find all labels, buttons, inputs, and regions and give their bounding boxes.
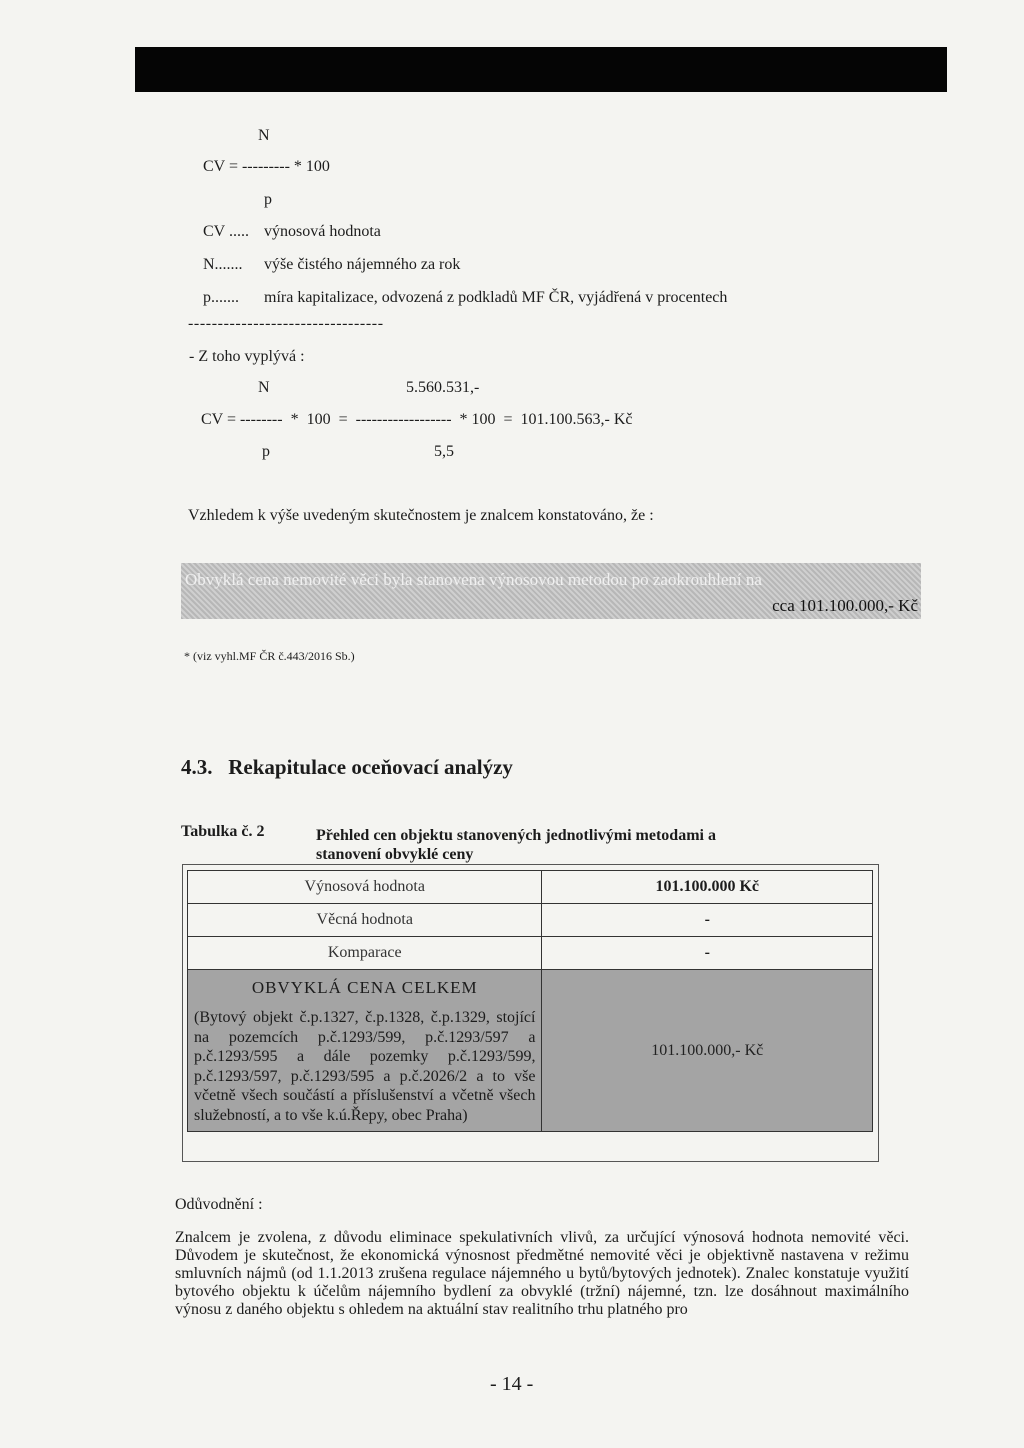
table-row — [188, 904, 873, 937]
value-cell: - — [542, 937, 873, 970]
redaction-bar — [135, 47, 947, 92]
method-cell: Komparace — [188, 937, 542, 970]
footnote: * (viz vyhl.MF ČR č.443/2016 Sb.) — [184, 649, 355, 663]
method-cell: Výnosová hodnota — [188, 871, 542, 904]
recap-table — [187, 870, 873, 1132]
total-row — [188, 970, 873, 1132]
table-label: Tabulka č. 2 — [181, 823, 265, 840]
legend-symbol-p: p....... — [203, 289, 239, 306]
divider-line: --------------------------------- — [188, 315, 384, 332]
section-number: 4.3. — [181, 755, 213, 779]
statement-text: Vzhledem k výše uvedeným skutečnostem je znalcem konstatováno, že : — [188, 507, 654, 524]
total-value: 101.100.000,- Kč — [542, 970, 873, 1132]
table-row — [188, 871, 873, 904]
value-cell: 101.100.000 Kč — [542, 871, 873, 904]
table-title: Přehled cen objektu stanovených jednotlivými metodami a stanovení obvyklé ceny — [316, 827, 716, 863]
table-row — [188, 937, 873, 970]
calc-line: CV = -------- * 100 = ------------------ * 100 = 101.100.563,- Kč — [201, 411, 633, 428]
legend-desc-n: výše čistého nájemného za rok — [264, 256, 461, 273]
calc-denominator-value: 5,5 — [434, 443, 454, 460]
method-cell: Věcná hodnota — [188, 904, 542, 937]
total-label-cell — [188, 970, 542, 1132]
result-line-2: cca 101.100.000,- Kč — [772, 596, 918, 615]
section-heading — [181, 755, 513, 780]
formula-expression: CV = --------- * 100 — [203, 158, 330, 175]
calc-denominator-symbol: p — [262, 443, 270, 460]
justification-label: Odůvodnění : — [175, 1196, 263, 1213]
formula-numerator: N — [258, 127, 270, 144]
calc-intro: - Z toho vyplývá : — [189, 348, 305, 365]
result-line-1: Obvyklá cena nemovité věci byla stanovena výnosovou metodou po zaokrouhlení na — [185, 570, 762, 589]
legend-symbol-cv: CV ..... — [203, 223, 249, 240]
value-cell: - — [542, 904, 873, 937]
legend-desc-cv: výnosová hodnota — [264, 223, 381, 240]
formula-denominator: p — [264, 191, 272, 208]
section-title: Rekapitulace oceňovací analýzy — [228, 755, 513, 779]
legend-desc-p: míra kapitalizace, odvozená z podkladů MF ČR, vyjádřená v procentech — [264, 289, 728, 306]
calc-numerator-symbol: N — [258, 379, 270, 396]
legend-symbol-n: N....... — [203, 256, 243, 273]
justification-text: Znalcem je zvolena, z důvodu eliminace spekulativních vlivů, za určující výnosová hodnota nemovité věci. Důvodem je skutečnost, že ekonomická výnosnost předmětné nemovité věci je objektivně nastavena v režimu smluvních nájmů (od 1.1.2013 zrušena regulace nájemného u bytů/bytových jednotek). Znalec konstatuje využití bytového objektu k účelům nájemního bydlení za obvyklé (tržní) nájemné, tzn. lze dosáhnout maximálního výnosu z daného objektu s ohledem na aktuální stav realitního trhu platného pro — [175, 1229, 909, 1318]
total-title: OBVYKLÁ CENA CELKEM — [251, 978, 478, 997]
total-description: (Bytový objekt č.p.1327, č.p.1328, č.p.1329, stojící na pozemcích p.č.1293/599, p.č.1293/597 a p.č.1293/595 a dále pozemky p.č.1293/599, p.č.1293/597, p.č.1293/595 a p.č.2026/2 a to vše včetně všech součástí a příslušenství a včetně všech služebností, a to vše k.ú.Řepy, obec Praha) — [194, 1009, 536, 1124]
calc-numerator-value: 5.560.531,- — [406, 379, 480, 396]
page-number: - 14 - — [490, 1373, 534, 1395]
